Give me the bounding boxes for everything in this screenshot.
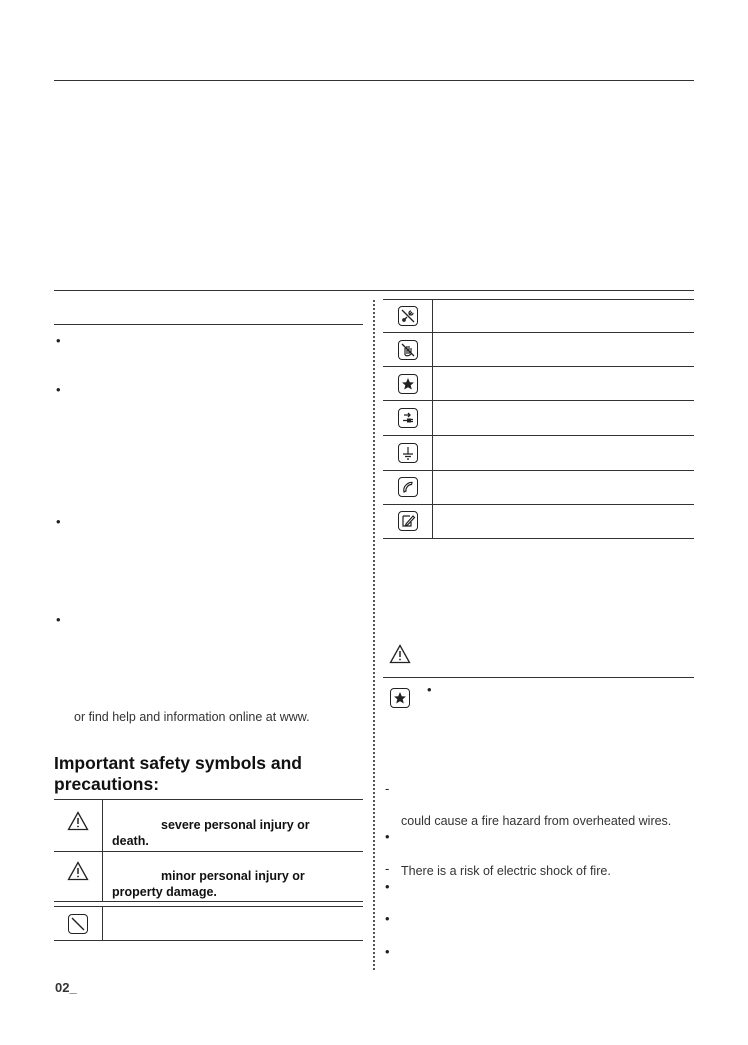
symbol-table-rule <box>383 538 694 539</box>
ground-icon <box>385 441 430 465</box>
follow-directions-icon <box>385 372 430 396</box>
bullet: • <box>56 333 61 348</box>
bullet: • <box>385 944 390 959</box>
fire-hazard-text: could cause a fire hazard from overheated wires. <box>401 814 672 828</box>
do-not-disassemble-icon <box>385 304 430 328</box>
bullet: • <box>56 612 61 627</box>
note-icon <box>385 509 430 533</box>
column-divider <box>373 300 375 970</box>
bullet: • <box>385 911 390 926</box>
bullet: • <box>427 682 432 697</box>
dash-marker: - <box>385 781 390 796</box>
caution-text-line1: minor personal injury or <box>161 869 305 883</box>
follow-directions-icon <box>386 686 414 710</box>
top-rule <box>54 80 694 81</box>
caution-rule <box>383 677 694 678</box>
do-not-touch-icon <box>385 338 430 362</box>
bullet: • <box>56 514 61 529</box>
left-column-rule <box>54 324 363 325</box>
table-rule <box>54 901 363 902</box>
prohibited-icon <box>62 913 94 935</box>
table-rule <box>54 940 363 941</box>
symbol-table-rule <box>383 299 694 300</box>
table-col-divider <box>102 906 103 940</box>
warning-text-line1: severe personal injury or <box>161 818 310 832</box>
shock-risk-text: There is a risk of electric shock of fire. <box>401 864 611 878</box>
help-online-text: or find help and information online at www. <box>74 710 310 724</box>
symbol-table-rule <box>383 332 694 333</box>
table-col-divider <box>102 799 103 901</box>
symbol-table-col-divider <box>432 299 433 538</box>
dash-marker: - <box>385 861 390 876</box>
safety-heading-line2: precautions: <box>54 774 160 794</box>
symbol-table-rule <box>383 504 694 505</box>
warning-text-line2: death. <box>112 834 149 848</box>
table-rule <box>54 851 363 852</box>
symbol-table-rule <box>383 366 694 367</box>
unplug-power-icon <box>385 406 430 430</box>
symbol-table-rule <box>383 400 694 401</box>
table-rule <box>54 906 363 907</box>
table-rule <box>54 799 363 800</box>
safety-heading-line1: Important safety symbols and <box>54 753 302 773</box>
warning-triangle-icon <box>62 860 94 882</box>
section-rule <box>54 290 694 291</box>
contact-service-icon <box>385 475 430 499</box>
symbol-table-rule <box>383 435 694 436</box>
bullet: • <box>56 382 61 397</box>
symbol-table-rule <box>383 470 694 471</box>
bullet: • <box>385 829 390 844</box>
warning-triangle-icon <box>386 643 414 665</box>
page-number: 02_ <box>55 980 77 995</box>
warning-triangle-icon <box>62 810 94 832</box>
bullet: • <box>385 879 390 894</box>
caution-text-line2: property damage. <box>112 885 217 899</box>
